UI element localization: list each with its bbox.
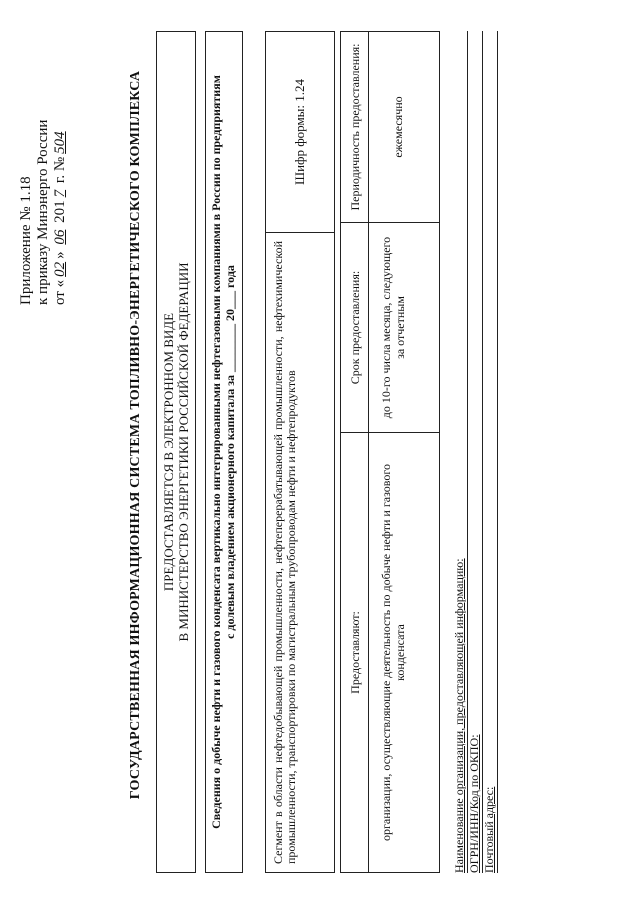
appendix-header: [18, 45, 69, 305]
header-deadline: Срок предоставления:: [341, 222, 369, 432]
order-day: 02: [52, 261, 68, 277]
provided-line-1: ПРЕДОСТАВЛЯЕТСЯ В ЭЛЕКТРОННОМ ВИДЕ: [161, 312, 176, 592]
appendix-order-ref: к приказу Минэнерго России: [35, 119, 51, 305]
appendix-title: Приложение № 1.18: [18, 176, 34, 305]
form-code: Шифр формы: 1.24: [292, 78, 307, 186]
provided-electronically-box: [156, 31, 196, 873]
ogrn-field[interactable]: ОГРН/ИНН/Код по ОКПО:: [467, 31, 483, 873]
cell-submitters: организации, осуществляющие деятельность по добыче нефти и газового конденсата: [369, 432, 439, 872]
order-month: 06: [52, 229, 68, 245]
report-title-box: [205, 31, 243, 873]
cell-frequency: ежемесячно: [391, 96, 405, 158]
appendix-order-date: от «02» 06 2017 г. №504: [52, 45, 69, 305]
postal-address-field[interactable]: Почтовый адрес:: [482, 31, 498, 873]
report-title-line-1: Сведения о добыче нефти и газового конденсата вертикально интегрированными нефтегазовыми компаниями в России по предприятиям: [209, 75, 223, 829]
order-year-digit: 7: [52, 189, 68, 198]
report-title-line-2: с долевым владением акционерного капитала за ________ 20___ года: [223, 265, 237, 639]
header-frequency: Периодичность предоставления:: [341, 32, 369, 222]
submission-table: [340, 31, 440, 873]
order-number: 504: [52, 131, 68, 154]
org-name-field[interactable]: Наименование организации, предоставляющей информацию:: [452, 31, 468, 873]
header-submitters: Предоставляют:: [341, 432, 369, 872]
provided-line-2: В МИНИСТЕРСТВО ЭНЕРГЕТИКИ РОССИЙСКОЙ ФЕДЕРАЦИИ: [176, 262, 191, 642]
year-blank: ___: [223, 290, 237, 309]
period-blank: ________: [223, 323, 237, 372]
page-title: ГОСУДАРСТВЕННАЯ ИНФОРМАЦИОННАЯ СИСТЕМА ТОПЛИВНО-ЭНЕРГЕТИЧЕСКОГО КОМПЛЕКСА: [128, 70, 143, 800]
cell-deadline: до 10-го числа месяца, следующего за отчетным: [369, 222, 439, 432]
segment-row: [265, 31, 335, 873]
segment-text: Сегмент в области нефтедобывающей промышленности, нефтеперерабатывающей промышленности, нефтехимической промышленности, транспортировки по магистральным трубопроводам нефти и нефтепродуктов: [266, 232, 334, 872]
